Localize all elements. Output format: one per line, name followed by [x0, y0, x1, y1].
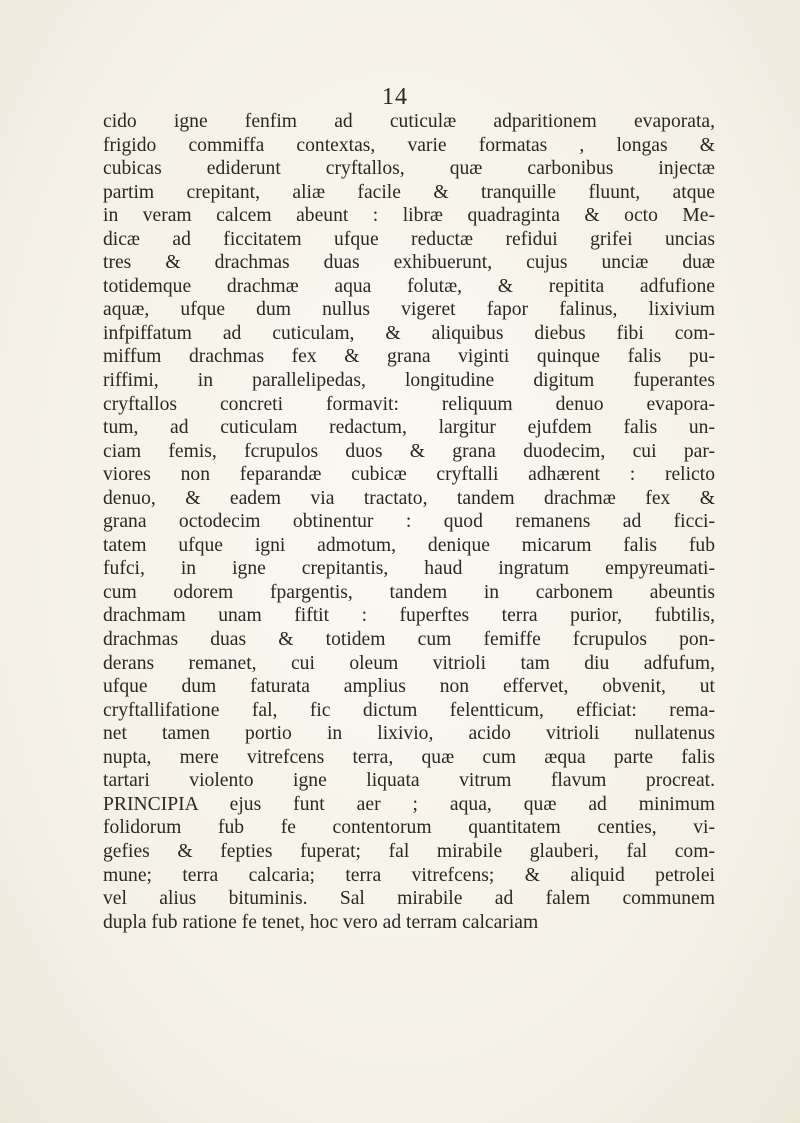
- text-line: cum odorem fpargentis, tandem in carbonem abeuntis: [103, 581, 715, 603]
- text-line: in veram calcem abeunt : libræ quadraginta & octo Me-: [103, 205, 715, 227]
- text-line: tres & drachmas duas exhibuerunt, cujus unciæ duæ: [103, 252, 715, 274]
- text-line: tatem ufque igni admotum, denique micarum falis fub: [103, 534, 715, 556]
- text-line: tum, ad cuticulam redactum, largitur ejufdem falis un-: [103, 417, 715, 439]
- text-line: cido igne fenfim ad cuticulæ adparitionem evaporata,: [103, 111, 715, 132]
- text-line: dupla fub ratione fe tenet, hoc vero ad terram calcariam: [103, 911, 539, 933]
- text-line: tartari violento igne liquata vitrum flavum procreat.: [103, 770, 715, 792]
- text-line: ciam femis, fcrupulos duos & grana duodecim, cui par-: [103, 440, 715, 462]
- text-line: mune; terra calcaria; terra vitrefcens; & aliquid petrolei: [103, 864, 715, 886]
- text-line: vel alius bituminis. Sal mirabile ad falem communem: [103, 888, 715, 910]
- text-line: aquæ, ufque dum nullus vigeret fapor falinus, lixivium: [103, 299, 715, 321]
- text-line: drachmas duas & totidem cum femiffe fcrupulos pon-: [103, 629, 715, 651]
- text-line: partim crepitant, aliæ facile & tranquille fluunt, atque: [103, 181, 715, 203]
- text-line: ufque dum faturata amplius non effervet, obvenit, ut: [103, 676, 715, 698]
- text-line: totidemque drachmæ aqua folutæ, & repitita adfufione: [103, 275, 715, 297]
- text-line: PRINCIPIA ejus funt aer ; aqua, quæ ad minimum: [103, 793, 715, 815]
- text-line: cubicas ediderunt cryftallos, quæ carbonibus injectæ: [103, 158, 715, 180]
- text-line: infpiffatum ad cuticulam, & aliquibus diebus fibi com-: [103, 322, 715, 344]
- text-line: riffimi, in parallelipedas, longitudine digitum fuperantes: [103, 370, 715, 392]
- text-line: viores non feparandæ cubicæ cryftalli adhærent : relicto: [103, 464, 715, 486]
- text-line: nupta, mere vitrefcens terra, quæ cum æqua parte falis: [103, 746, 715, 768]
- body-text: [103, 110, 715, 934]
- text-line: cryftallos concreti formavit: reliquum denuo evapora-: [103, 393, 715, 415]
- text-line: dicæ ad ficcitatem ufque reductæ refidui grifei uncias: [103, 228, 715, 250]
- text-line: gefies & fepties fuperat; fal mirabile glauberi, fal com-: [103, 840, 715, 862]
- text-line: frigido commiffa contextas, varie formatas , longas &: [103, 134, 715, 156]
- text-line: grana octodecim obtinentur : quod remanens ad ficci-: [103, 511, 715, 533]
- text-line: drachmam unam fiftit : fuperftes terra purior, fubtilis,: [103, 605, 715, 627]
- text-line: net tamen portio in lixivio, acido vitrioli nullatenus: [103, 723, 715, 745]
- page-number: 14: [382, 84, 408, 110]
- text-line: derans remanet, cui oleum vitrioli tam diu adfufum,: [103, 652, 715, 674]
- text-line: denuo, & eadem via tractato, tandem drachmæ fex &: [103, 487, 715, 509]
- text-line: cryftallifatione fal, fic dictum felentticum, efficiat: rema-: [103, 699, 715, 721]
- text-line: fufci, in igne crepitantis, haud ingratum empyreumati-: [103, 558, 715, 580]
- text-line: miffum drachmas fex & grana viginti quinque falis pu-: [103, 346, 715, 368]
- text-line: folidorum fub fe contentorum quantitatem centies, vi-: [103, 817, 715, 839]
